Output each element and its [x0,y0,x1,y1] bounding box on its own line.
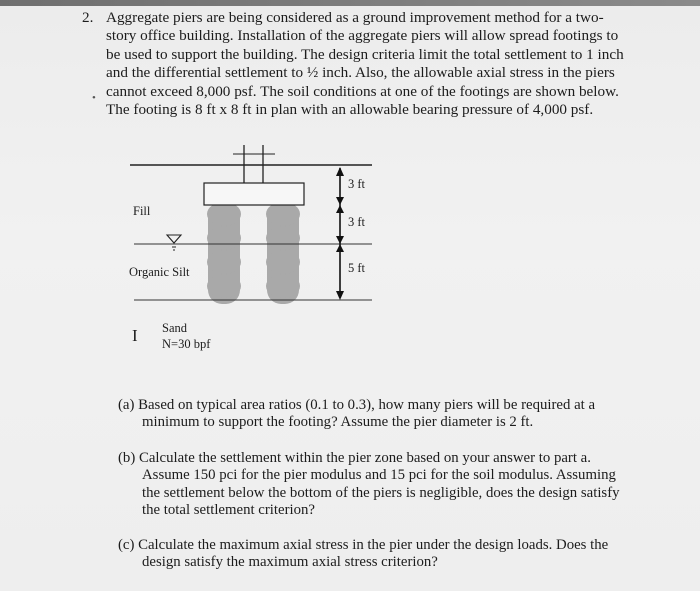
soil-profile-drawing [120,140,390,370]
dimension-label-1: 3 ft [348,177,366,191]
problem-number: 2. [82,9,94,26]
part-b-line: the settlement below the bottom of the piers is negligible, does the design satisfy [142,484,620,501]
pier-bulge [266,226,300,250]
problem-line: story office building. Installation of the aggregate piers will allow spread footings to [106,27,619,45]
problem-line: and the differential settlement to ½ inch. Also, the allowable axial stress in the piers [106,64,615,82]
pier-bulge [266,250,300,274]
part-a-line: minimum to support the footing? Assume the pier diameter is 2 ft. [142,414,534,431]
footing [204,183,304,205]
part-c-line: (c) Calculate the maximum axial stress in the pier under the design loads. Does the [118,537,609,553]
organic-silt-label: Organic Silt [129,265,190,279]
part-a [118,397,595,432]
problem-line: Aggregate piers are being considered as a ground improvement method for a two- [106,9,604,26]
part-c [118,537,608,572]
problem-line: be used to support the building. The design criteria limit the total settlement to 1 inch [106,45,624,63]
sand-spt-label: N=30 bpf [162,337,211,351]
pier-bulge [266,202,300,226]
dimension-label-2: 3 ft [348,215,366,229]
margin-dot: • [92,92,96,104]
water-table-icon [167,235,181,243]
part-b-line: the total settlement criterion? [142,502,315,519]
sand-label: Sand [162,321,187,335]
problem-line: The footing is 8 ft x 8 ft in plan with an allowable bearing pressure of 4,000 psf. [106,101,594,119]
arrow-up-icon [336,244,344,252]
part-b-line: (b) Calculate the settlement within the pier zone based on your answer to part a. [118,450,591,466]
part-b-line: Assume 150 pci for the pier modulus and 15 pci for the soil modulus. Assuming [142,467,616,484]
part-c-line: design satisfy the maximum axial stress criterion? [142,554,438,571]
part-a-line: (a) Based on typical area ratios (0.1 to 0.3), how many piers will be required at a [118,397,596,413]
aggregate-piers [207,202,300,304]
sand-symbol: I [132,326,138,345]
problem-line: cannot exceed 8,000 psf. The soil conditions at one of the footings are shown below. [106,82,619,100]
arrow-up-icon [336,205,344,213]
pier-bulge [207,274,241,298]
pier-bulge [207,202,241,226]
pier-bulge [207,250,241,274]
pier-bulge [266,274,300,298]
soil-profile-figure [120,140,390,375]
fill-label: Fill [133,204,151,218]
arrow-up-icon [336,167,344,176]
pier-bulge [207,226,241,250]
arrow-down-icon [336,236,344,244]
arrow-down-icon [336,197,344,205]
part-b [118,450,620,520]
problem-body [106,9,666,119]
arrow-down-icon [336,291,344,300]
dimension-label-3: 5 ft [348,261,366,275]
top-edge-bar [0,0,700,6]
